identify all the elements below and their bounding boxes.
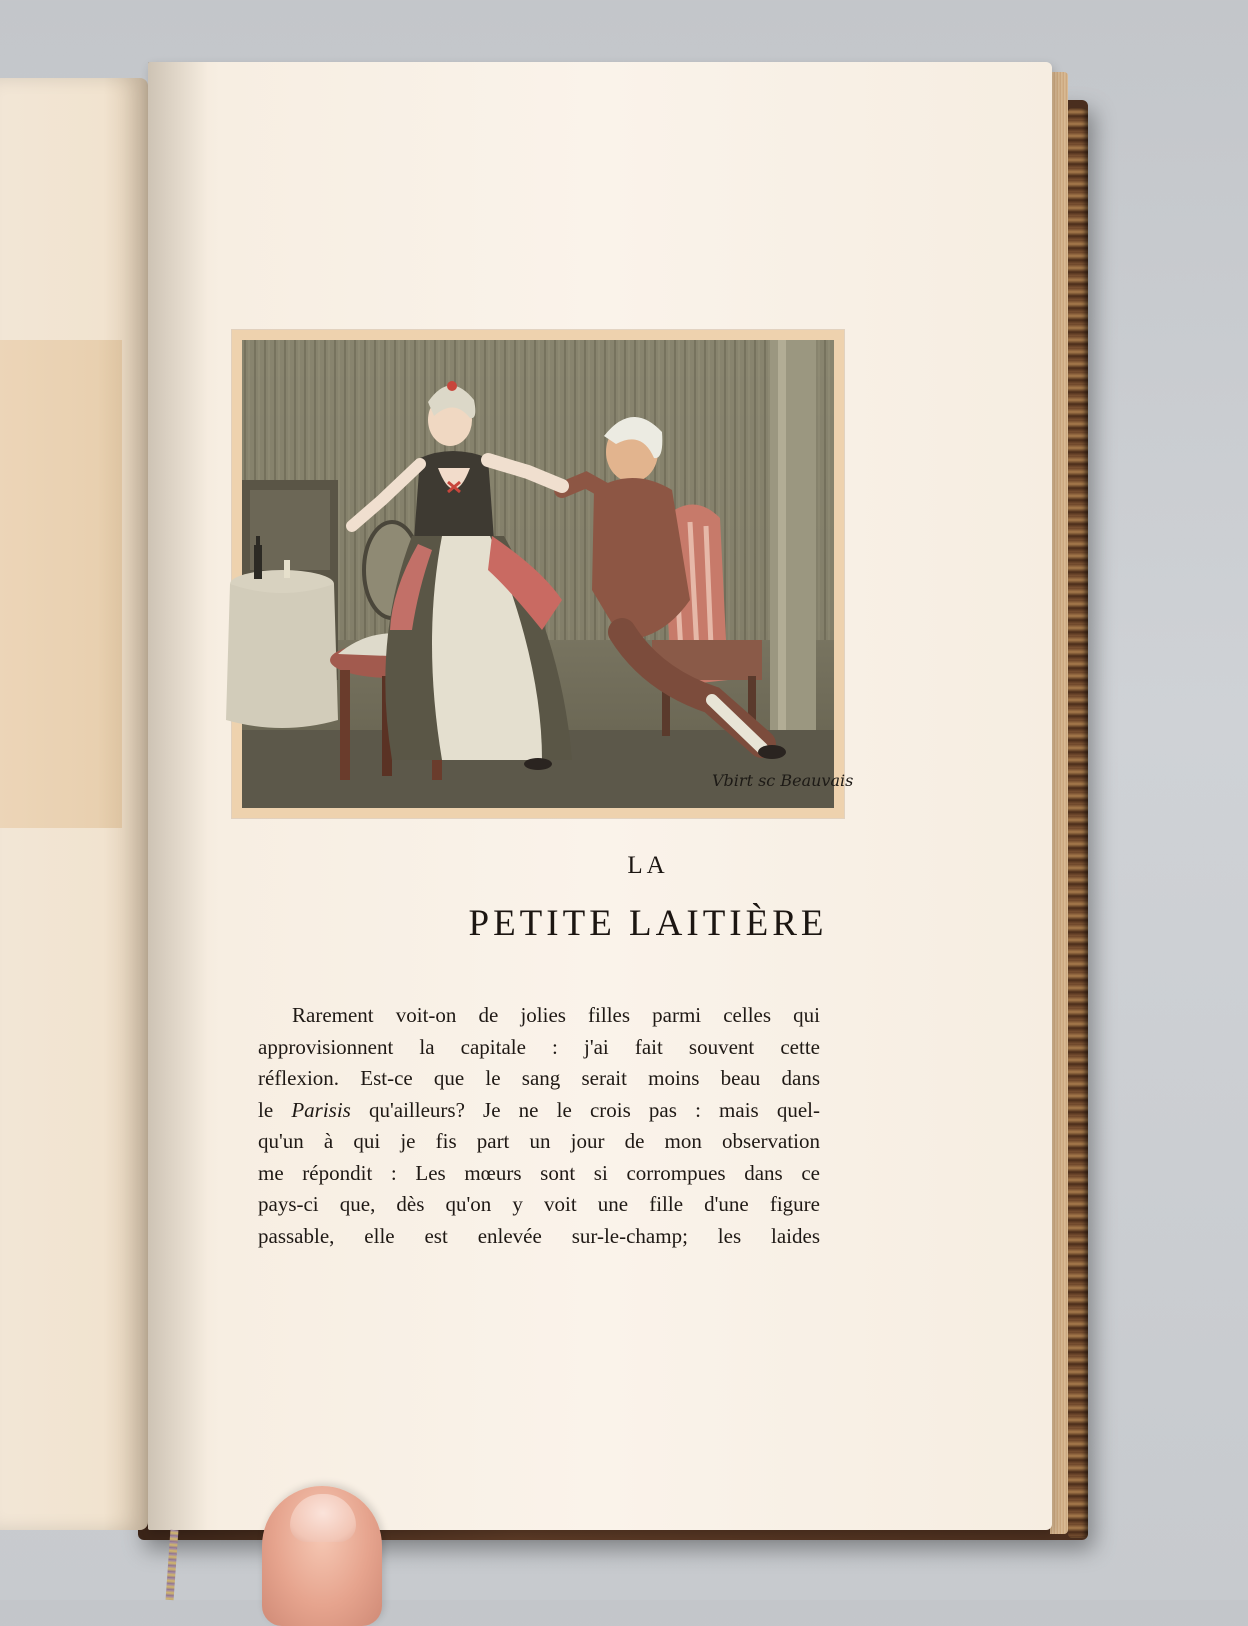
chapter-title-small: LA [627, 852, 669, 879]
left-page [0, 78, 148, 1530]
chapter-title: PETITE LAITIÈRE [468, 903, 828, 944]
illustration-scene [242, 340, 854, 808]
text-fragment: qu'ailleurs? Je ne le crois pas : mais quel- [350, 1097, 821, 1122]
cover-spine-edge [1068, 108, 1088, 1538]
page-edges [1050, 72, 1068, 1534]
text-line: approvisionnent la capitale : j'ai fait souvent cette [258, 1034, 820, 1059]
text-line [258, 1095, 820, 1127]
text-line: qu'un à qui je fis part un jour de mon observation [258, 1129, 820, 1153]
text-line: me répondit : Les mœurs sont si corrompues dans ce [258, 1160, 820, 1185]
text-line: Rarement voit-on de jolies filles parmi celles qui [292, 1003, 820, 1027]
italic-word: Parisis [291, 1097, 351, 1122]
bookmark-ribbon [166, 1530, 179, 1600]
body-text [258, 1000, 820, 1252]
text-line: pays-ci que, dès qu'on y voit une fille d'une figure [258, 1192, 820, 1216]
illustration-plate [232, 330, 854, 818]
tissue-guard [0, 340, 122, 828]
text-fragment: le [258, 1097, 292, 1122]
illustration-signature: Vbirt sc Beauvais [712, 771, 854, 790]
text-line: passable, elle est enlevée sur-le-champ; les laides [258, 1223, 820, 1248]
text-line: réflexion. Est-ce que le sang serait moins beau dans [258, 1066, 820, 1090]
